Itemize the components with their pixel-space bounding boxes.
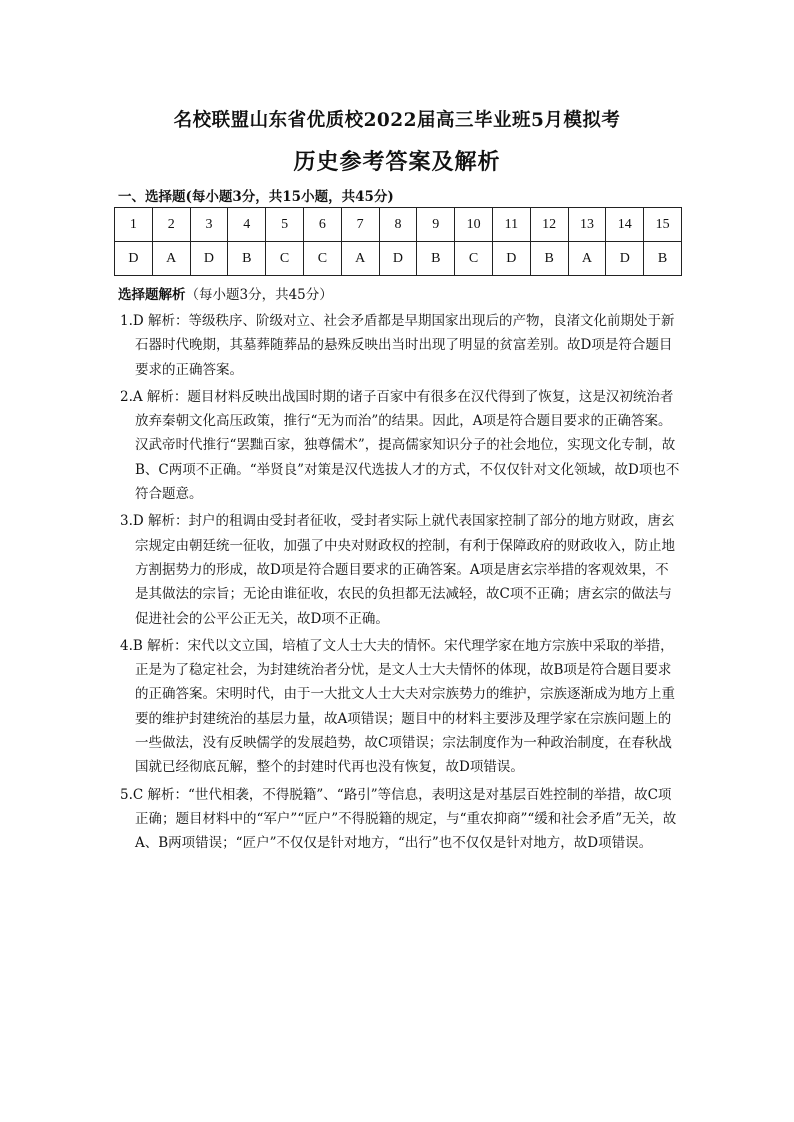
answer-cell: D bbox=[115, 242, 153, 276]
exam-title: 名校联盟山东省优质校2022届高三毕业班5月模拟考 bbox=[173, 110, 621, 131]
question-number-row bbox=[115, 208, 682, 242]
question-number: 8 bbox=[379, 208, 417, 242]
analysis-item-text: 3.D 解析：封户的租调由受封者征收，受封者实际上就代表国家控制了部分的地方财政，唐玄宗规定由朝廷统一征收，加强了中央对财政权的控制，有利于保障政府的财政收入，防止地方割据势力的形成，故D项是符合题目要求的正确答案。A项是唐玄宗举措的客观效果，不是其做法的宗旨；无论由谁征收，农民的负担都无法减轻，故C项不正确；唐玄宗的做法与促进社会的公平公正无关，故D项不正确。 bbox=[120, 513, 675, 627]
analysis-item-text: 2.A 解析：题目材料反映出战国时期的诸子百家中有很多在汉代得到了恢复，这是汉初统治者放弃秦朝文化高压政策，推行“无为而治”的结果。因此，A项是符合题目要求的正确答案。汉武帝时代推行“罢黜百家，独尊儒术”，提高儒家知识分子的社会地位，实现文化专制，故B、C两项不正确。“举贤良”对策是汉代选拔人才的方式，不仅仅针对文化领域，故D项也不符合题意。 bbox=[120, 388, 680, 503]
question-number: 7 bbox=[341, 208, 379, 242]
answer-cell: C bbox=[266, 242, 304, 276]
analysis-heading-bold: 选择题解析 bbox=[118, 287, 186, 303]
analysis-item bbox=[120, 634, 680, 780]
analysis-heading bbox=[118, 283, 333, 303]
answer-cell: B bbox=[644, 242, 682, 276]
analysis-item bbox=[120, 385, 680, 506]
question-number: 5 bbox=[266, 208, 304, 242]
answer-cell: B bbox=[530, 242, 568, 276]
question-number: 13 bbox=[568, 208, 606, 242]
analysis-list bbox=[120, 309, 680, 859]
answer-cell: B bbox=[417, 242, 455, 276]
answer-cell: A bbox=[568, 242, 606, 276]
answer-cell: C bbox=[455, 242, 493, 276]
analysis-item-text: 4.B 解析：宋代以文立国，培植了文人士大夫的情怀。宋代理学家在地方宗族中采取的举措，正是为了稳定社会，为封建统治者分忧，是文人士大夫情怀的体现，故B项是符合题目要求的正确答案。宋明时代，由于一大批文人士大夫对宗族势力的维护，宗族逐渐成为地方上重要的维护封建统治的基层力量，故A项错误；题目中的材料主要涉及理学家在宗族问题上的一些做法，没有反映儒学的发展趋势，故C项错误；宗法制度作为一种政治制度，在春秋战国就已经彻底瓦解，整个的封建时代再也没有恢复，故D项错误。 bbox=[120, 637, 675, 776]
question-number: 12 bbox=[530, 208, 568, 242]
question-number: 3 bbox=[190, 208, 228, 242]
question-number: 15 bbox=[644, 208, 682, 242]
question-number: 2 bbox=[152, 208, 190, 242]
document-subtitle: 历史参考答案及解析 bbox=[293, 149, 501, 175]
answer-table bbox=[114, 207, 682, 276]
answer-cell: D bbox=[606, 242, 644, 276]
question-number: 4 bbox=[228, 208, 266, 242]
question-number: 10 bbox=[455, 208, 493, 242]
question-number: 11 bbox=[492, 208, 530, 242]
question-number: 6 bbox=[303, 208, 341, 242]
answer-cell: D bbox=[492, 242, 530, 276]
question-number: 9 bbox=[417, 208, 455, 242]
analysis-item bbox=[120, 309, 680, 382]
analysis-item-text: 5.C 解析：“世代相袭，不得脱籍”、“路引”等信息，表明这是对基层百姓控制的举措，故C项正确；题目材料中的“军户”“匠户”不得脱籍的规定，与“重农抑商”“缓和社会矛盾”无关，故A、B两项错误；“匠户”不仅仅是针对地方，“出行”也不仅仅是针对地方，故D项错误。 bbox=[120, 786, 677, 852]
analysis-item bbox=[120, 783, 680, 856]
question-number: 1 bbox=[115, 208, 153, 242]
answer-cell: C bbox=[303, 242, 341, 276]
answer-cell: B bbox=[228, 242, 266, 276]
answer-cell: D bbox=[379, 242, 417, 276]
answer-cell: A bbox=[152, 242, 190, 276]
section-heading: 一、选择题(每小题3分，共15小题，共45分) bbox=[118, 189, 394, 205]
answer-cell: D bbox=[190, 242, 228, 276]
answer-cell: A bbox=[341, 242, 379, 276]
question-number: 14 bbox=[606, 208, 644, 242]
analysis-heading-note: （每小题3分，共45分） bbox=[185, 287, 333, 303]
analysis-item-text: 1.D 解析：等级秩序、阶级对立、社会矛盾都是早期国家出现后的产物，良渚文化前期处于新石器时代晚期，其墓葬随葬品的悬殊反映出当时出现了明显的贫富差别。故D项是符合题目要求的正确答案。 bbox=[120, 313, 675, 378]
answer-row bbox=[115, 242, 682, 276]
analysis-item bbox=[120, 509, 680, 630]
